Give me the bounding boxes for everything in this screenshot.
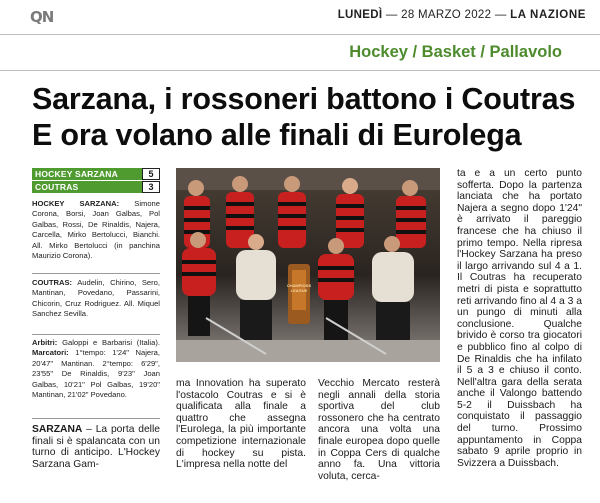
dateline-day: LUNEDÌ xyxy=(337,9,383,21)
rink-floor xyxy=(176,340,440,362)
score-row-away xyxy=(32,181,160,193)
score-box xyxy=(32,168,160,194)
headline-line-1: Sarzana, i rossoneri battono i Coutras xyxy=(32,82,576,116)
away-team-score: 3 xyxy=(142,181,160,193)
dateline-dash-2: — xyxy=(494,9,507,21)
header-divider xyxy=(0,34,600,35)
dateline-dash: — xyxy=(385,9,398,21)
dateline-date: 28 MARZO 2022 xyxy=(401,9,492,21)
scorers-label: Marcatori: xyxy=(32,348,69,358)
sidebar-divider-2 xyxy=(32,334,160,335)
headline-line-2: E ora volano alle finali di Eurolega xyxy=(32,118,522,152)
article-column-2: ma Innovation ha superato l'ostacolo Coutras e si è qualificata alla finale a quattro che assegna l'Eurolega, la più importante competizione internazionale di hockey su pista. L'impresa nella notte del xyxy=(176,378,306,471)
arena-ceiling xyxy=(176,168,440,190)
article-column-4: ta e a un certo punto sofferta. Dopo la partenza lanciata che ha portato Najera a segno dopo 1'24" è arrivato il pareggio francese che ha chiuso il primo tempo. Nella ripresa l'Hockey Sarzana ha preso il largo arrivando sul 4 a 1. Il Coutras ha recuperato metri di pista e soprattutto reti arrivando fino al 4 a 3 a un pungo di minuti alla conclusione. Qualche brivido è corso tra giocatori e pubblico fino al colpo di De Rinaldis che ha infilato il 5 a 3 e chiuso il conto. Nell'altra gara della serata anche il Valongo battendo 5-2 il Duissbach ha conquistato il passaggio del turno. Prossimo appuntamento in Coppa sabato 9 aprile proprio in Svizzera a Duissbach. xyxy=(457,168,582,469)
article-column-1 xyxy=(32,424,160,470)
lineup-sarzana xyxy=(32,199,160,261)
sidebar-divider-3 xyxy=(32,418,160,419)
article-dateline: SARZANA xyxy=(32,424,83,435)
scorers-text: 1°tempo: 1'24" Najera, 20'47" Mantinan. 2°tempo: 6'29", 23'55" De Rinaldis, 9'23" Joan Galbas, 10'21" Pol Galbas, 19'20" Mantinan, 21'02" Povedano. xyxy=(32,348,160,400)
score-row-home xyxy=(32,168,160,180)
match-officials xyxy=(32,338,160,400)
team-photo xyxy=(176,168,440,362)
lineup-coutras xyxy=(32,278,160,320)
away-team-name: COUTRAS xyxy=(32,181,142,193)
referees-label: Arbitri: xyxy=(32,338,58,347)
trophy xyxy=(288,264,310,324)
dateline xyxy=(338,9,586,21)
lineup-coutras-label: COUTRAS: xyxy=(32,278,73,287)
lineup-sarzana-label: HOCKEY SARZANA: xyxy=(32,199,120,208)
article-column-3: Vecchio Mercato resterà negli annali della storia sportiva del club rossonero che ha centrato ancora una volta una finale europea dopo quelle in Coppa Cers di qualche anno fa. Una vittoria voluta, cerca- xyxy=(318,378,440,482)
team-photo-illustration xyxy=(176,168,440,362)
trophy-label: CHAMPIONS LEAGUE xyxy=(286,283,312,293)
referees-text: Galoppi e Barbarisi (Italia). xyxy=(62,338,160,347)
home-team-score: 5 xyxy=(142,168,160,180)
qn-logo: QN xyxy=(30,8,54,26)
section-title: Hockey / Basket / Pallavolo xyxy=(349,43,562,61)
publication-name: LA NAZIONE xyxy=(510,9,586,21)
article-column-1-text: – La porta delle finali si è spalancata con un turno di anticipo. L'Hockey Sarzana Gam- xyxy=(32,424,160,470)
home-team-name: HOCKEY SARZANA xyxy=(32,168,142,180)
lineup-coutras-text: Audelin, Chirino, Sero, Mantinan, Povedano, Passarini, Chicorin, Cruz Rodriguez. All. Miquel Sanchez Sevilla. xyxy=(32,278,160,319)
sidebar-divider-1 xyxy=(32,273,160,274)
section-divider xyxy=(0,70,600,71)
page-header xyxy=(0,0,600,34)
lineup-sarzana-text: Simone Corona, Borsi, Joan Galbas, Pol Galbas, Rossi, De Rinaldis, Najera, Carcella, Mirko Bertolucci, Bianchi. All. Mirko Bertolucci (in panchina Maurizio Corona). xyxy=(32,199,160,261)
